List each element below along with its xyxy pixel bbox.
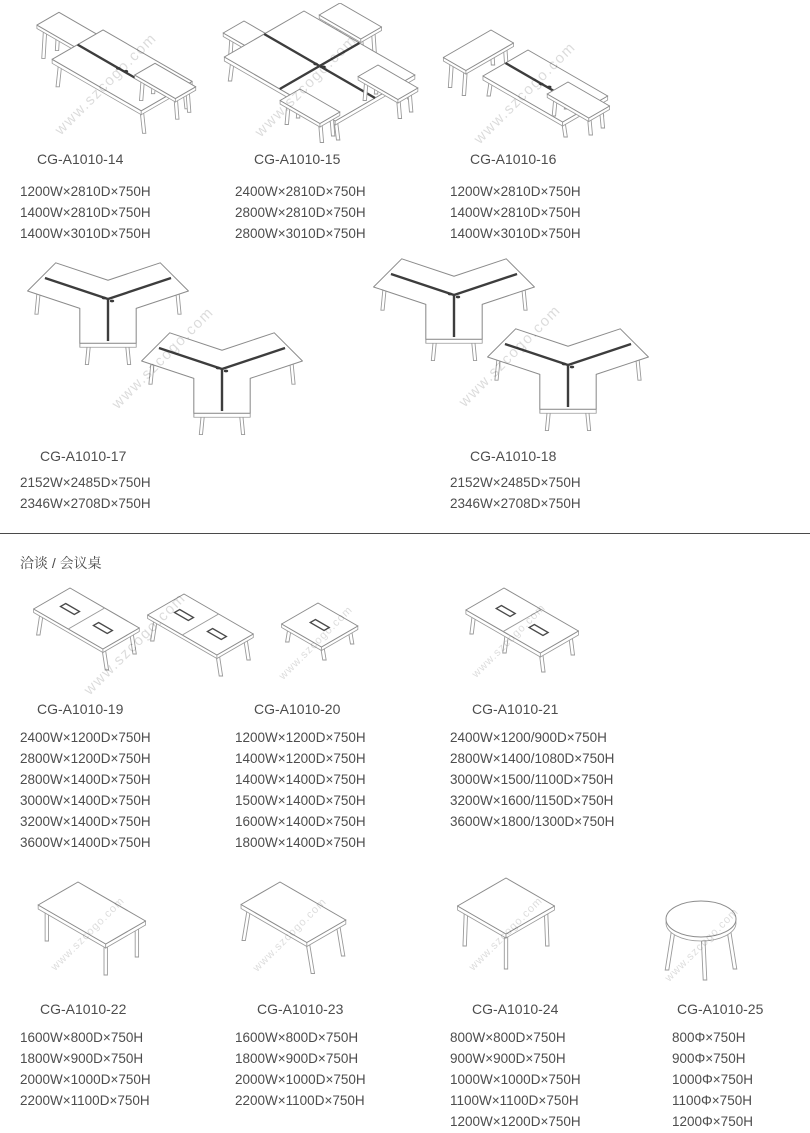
dimension-line: 2000W×1000D×750H — [20, 1072, 151, 1087]
product-code: CG-A1010-15 — [254, 151, 341, 167]
dimension-line: 2152W×2485D×750H — [450, 475, 581, 490]
dimension-line: 2000W×1000D×750H — [235, 1072, 366, 1087]
dimension-line: 2800W×1200D×750H — [20, 751, 151, 766]
product-dimensions — [235, 1027, 366, 1111]
dimension-line: 2200W×1100D×750H — [20, 1093, 150, 1108]
dimension-line: 900Φ×750H — [672, 1051, 746, 1066]
product-code: CG-A1010-17 — [40, 448, 127, 464]
product-code: CG-A1010-22 — [40, 1001, 127, 1017]
dimension-line: 1200W×2810D×750H — [20, 184, 151, 199]
dimension-line: 2400W×1200D×750H — [20, 730, 151, 745]
dimension-line: 1200W×1200D×750H — [235, 730, 366, 745]
dimension-line: 2152W×2485D×750H — [20, 475, 151, 490]
product-dimensions — [235, 727, 366, 853]
dimension-line: 2400W×1200/900D×750H — [450, 730, 607, 745]
dimension-line: 1800W×900D×750H — [235, 1051, 359, 1066]
product-dimensions — [450, 472, 581, 514]
product-dimensions — [450, 181, 581, 244]
dimension-line: 1600W×1400D×750H — [235, 814, 366, 829]
dimension-line: 1600W×800D×750H — [235, 1030, 359, 1045]
dimension-line: 1200W×1200D×750H — [450, 1114, 581, 1129]
illustration-cg-a1010-25 — [660, 892, 744, 988]
product-code: CG-A1010-20 — [254, 701, 341, 717]
illustration-cg-a1010-24 — [452, 870, 560, 986]
dimension-line: 1200Φ×750H — [672, 1114, 753, 1129]
dimension-line: 3200W×1400D×750H — [20, 814, 151, 829]
illustration-cg-a1010-21 — [438, 582, 580, 690]
product-dimensions — [450, 727, 614, 832]
dimension-line: 800Φ×750H — [672, 1030, 746, 1045]
illustration-cg-a1010-17 — [10, 255, 315, 442]
watermark: www.szcogo.com — [662, 905, 742, 985]
product-code: CG-A1010-23 — [257, 1001, 344, 1017]
dimension-line: 2346W×2708D×750H — [20, 496, 151, 511]
dimension-line: 1400W×2810D×750H — [20, 205, 151, 220]
dimension-line: 3200W×1600/1150D×750H — [450, 793, 614, 808]
dimension-line: 1400W×3010D×750H — [450, 226, 581, 241]
product-code: CG-A1010-14 — [37, 151, 124, 167]
dimension-line: 1400W×1200D×750H — [235, 751, 366, 766]
dimension-line: 1100Φ×750H — [672, 1093, 752, 1108]
illustration-cg-a1010-14 — [8, 8, 204, 146]
dimension-line: 1600W×800D×750H — [20, 1030, 144, 1045]
product-code: CG-A1010-16 — [470, 151, 557, 167]
dimension-line: 3600W×1400D×750H — [20, 835, 151, 850]
product-dimensions — [672, 1027, 753, 1132]
dimension-line: 2346W×2708D×750H — [450, 496, 581, 511]
watermark: www.szcogo.com — [80, 589, 189, 698]
product-code: CG-A1010-18 — [470, 448, 557, 464]
illustration-cg-a1010-16 — [436, 28, 614, 146]
illustration-cg-a1010-23 — [228, 872, 352, 986]
dimension-line: 1200W×2810D×750H — [450, 184, 581, 199]
product-code: CG-A1010-25 — [677, 1001, 764, 1017]
illustration-cg-a1010-22 — [26, 872, 150, 984]
dimension-line: 1000Φ×750H — [672, 1072, 753, 1087]
dimension-line: 3000W×1400D×750H — [20, 793, 151, 808]
dimension-line: 1000W×1000D×750H — [450, 1072, 581, 1087]
dimension-line: 1400W×1400D×750H — [235, 772, 366, 787]
product-dimensions — [20, 472, 151, 514]
product-dimensions — [20, 1027, 151, 1111]
illustration-cg-a1010-19 — [12, 582, 257, 698]
product-dimensions — [20, 727, 151, 853]
product-code: CG-A1010-21 — [472, 701, 559, 717]
dimension-line: 3600W×1800/1300D×750H — [450, 814, 615, 829]
product-code: CG-A1010-19 — [37, 701, 124, 717]
section-title: 洽谈 / 会议桌 — [20, 555, 102, 571]
product-dimensions — [450, 1027, 581, 1132]
illustration-cg-a1010-18 — [360, 253, 660, 440]
product-dimensions — [20, 181, 151, 244]
dimension-line: 2800W×1400D×750H — [20, 772, 151, 787]
dimension-line: 2800W×1400/1080D×750H — [450, 751, 615, 766]
product-code: CG-A1010-24 — [472, 1001, 559, 1017]
dimension-line: 3000W×1500/1100D×750H — [450, 772, 614, 787]
dimension-line: 2400W×2810D×750H — [235, 184, 366, 199]
dimension-line: 1400W×2810D×750H — [450, 205, 581, 220]
section-divider — [0, 533, 810, 534]
dimension-line: 1800W×900D×750H — [20, 1051, 144, 1066]
product-dimensions — [235, 181, 366, 244]
dimension-line: 900W×900D×750H — [450, 1051, 566, 1066]
dimension-line: 1800W×1400D×750H — [235, 835, 366, 850]
dimension-line: 2800W×2810D×750H — [235, 205, 366, 220]
watermark: www.szcogo.com — [469, 602, 549, 681]
dimension-line: 1100W×1100D×750H — [450, 1093, 579, 1108]
illustration-cg-a1010-20 — [266, 597, 366, 681]
illustration-cg-a1010-15 — [190, 3, 422, 153]
dimension-line: 2200W×1100D×750H — [235, 1093, 365, 1108]
dimension-line: 800W×800D×750H — [450, 1030, 566, 1045]
dimension-line: 2800W×3010D×750H — [235, 226, 366, 241]
dimension-line: 1400W×3010D×750H — [20, 226, 151, 241]
dimension-line: 1500W×1400D×750H — [235, 793, 366, 808]
